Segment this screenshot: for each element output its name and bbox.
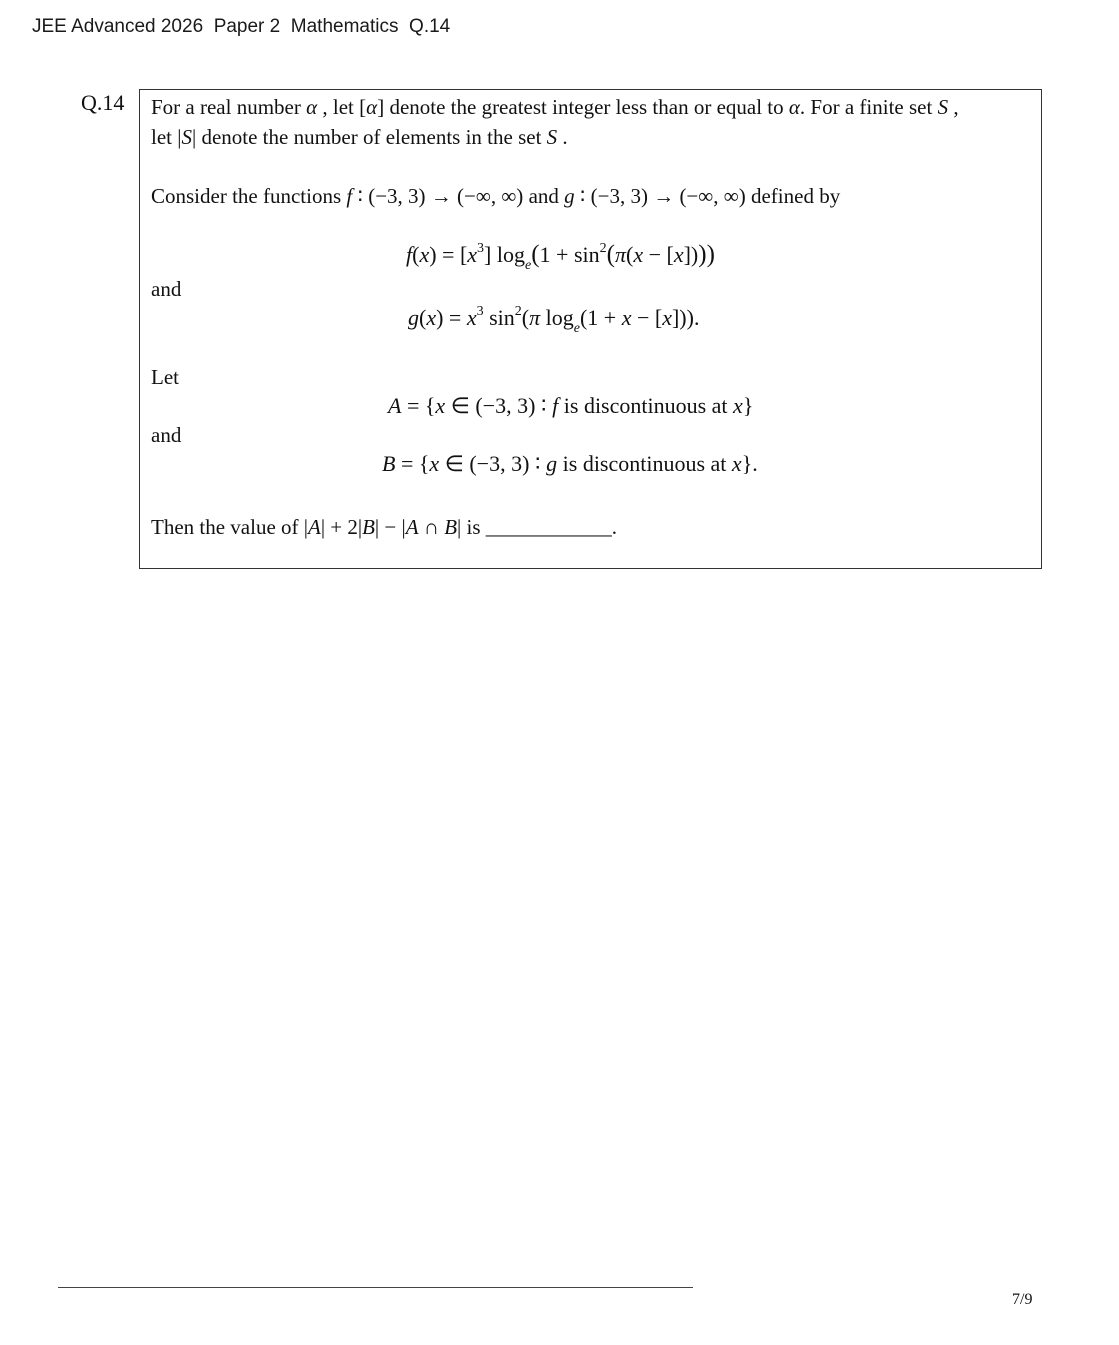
- page-number: 7/9: [1012, 1291, 1033, 1308]
- set-A-definition: A = {x ∈ (−3, 3) ∶ f is discontinuous at x}: [388, 393, 754, 418]
- and-label-1: and: [151, 277, 182, 301]
- functions-line: Consider the functions f ∶ (−3, 3) → (−∞, ∞) and g ∶ (−3, 3) → (−∞, ∞) defined by: [151, 184, 841, 208]
- f-definition: $f(x) = [x^3] \log_e(1 + \sin^2(\pi(x - [x])))$: [406, 240, 715, 274]
- and-label-2: and: [151, 423, 182, 447]
- let-label: Let: [151, 365, 179, 389]
- question-box: [139, 89, 1042, 569]
- question-number: Q.14: [81, 90, 125, 115]
- question-line-1: For a real number α , let [α] denote the greatest integer less than or equal to α. For a finite set S ,: [151, 95, 959, 119]
- footer-rule: [58, 1287, 693, 1288]
- expression: |A| + 2|B| − |A ∩ B|: [303, 515, 462, 539]
- g-definition: $g(x) = x^3$ $\sin^2(\pi$ $\log_e(1 + x - [x])$).: [408, 303, 700, 337]
- set-B-definition: B = {x ∈ (−3, 3) ∶ g is discontinuous at x}.: [382, 451, 758, 476]
- question-line-2: let |S| denote the number of elements in the set S .: [151, 125, 568, 149]
- final-question-line: Then the value of |A| + 2|B| − |A ∩ B| is ____________.: [151, 515, 617, 539]
- page-header-title: JEE Advanced 2026 Paper 2 Mathematics Q.14: [32, 16, 451, 37]
